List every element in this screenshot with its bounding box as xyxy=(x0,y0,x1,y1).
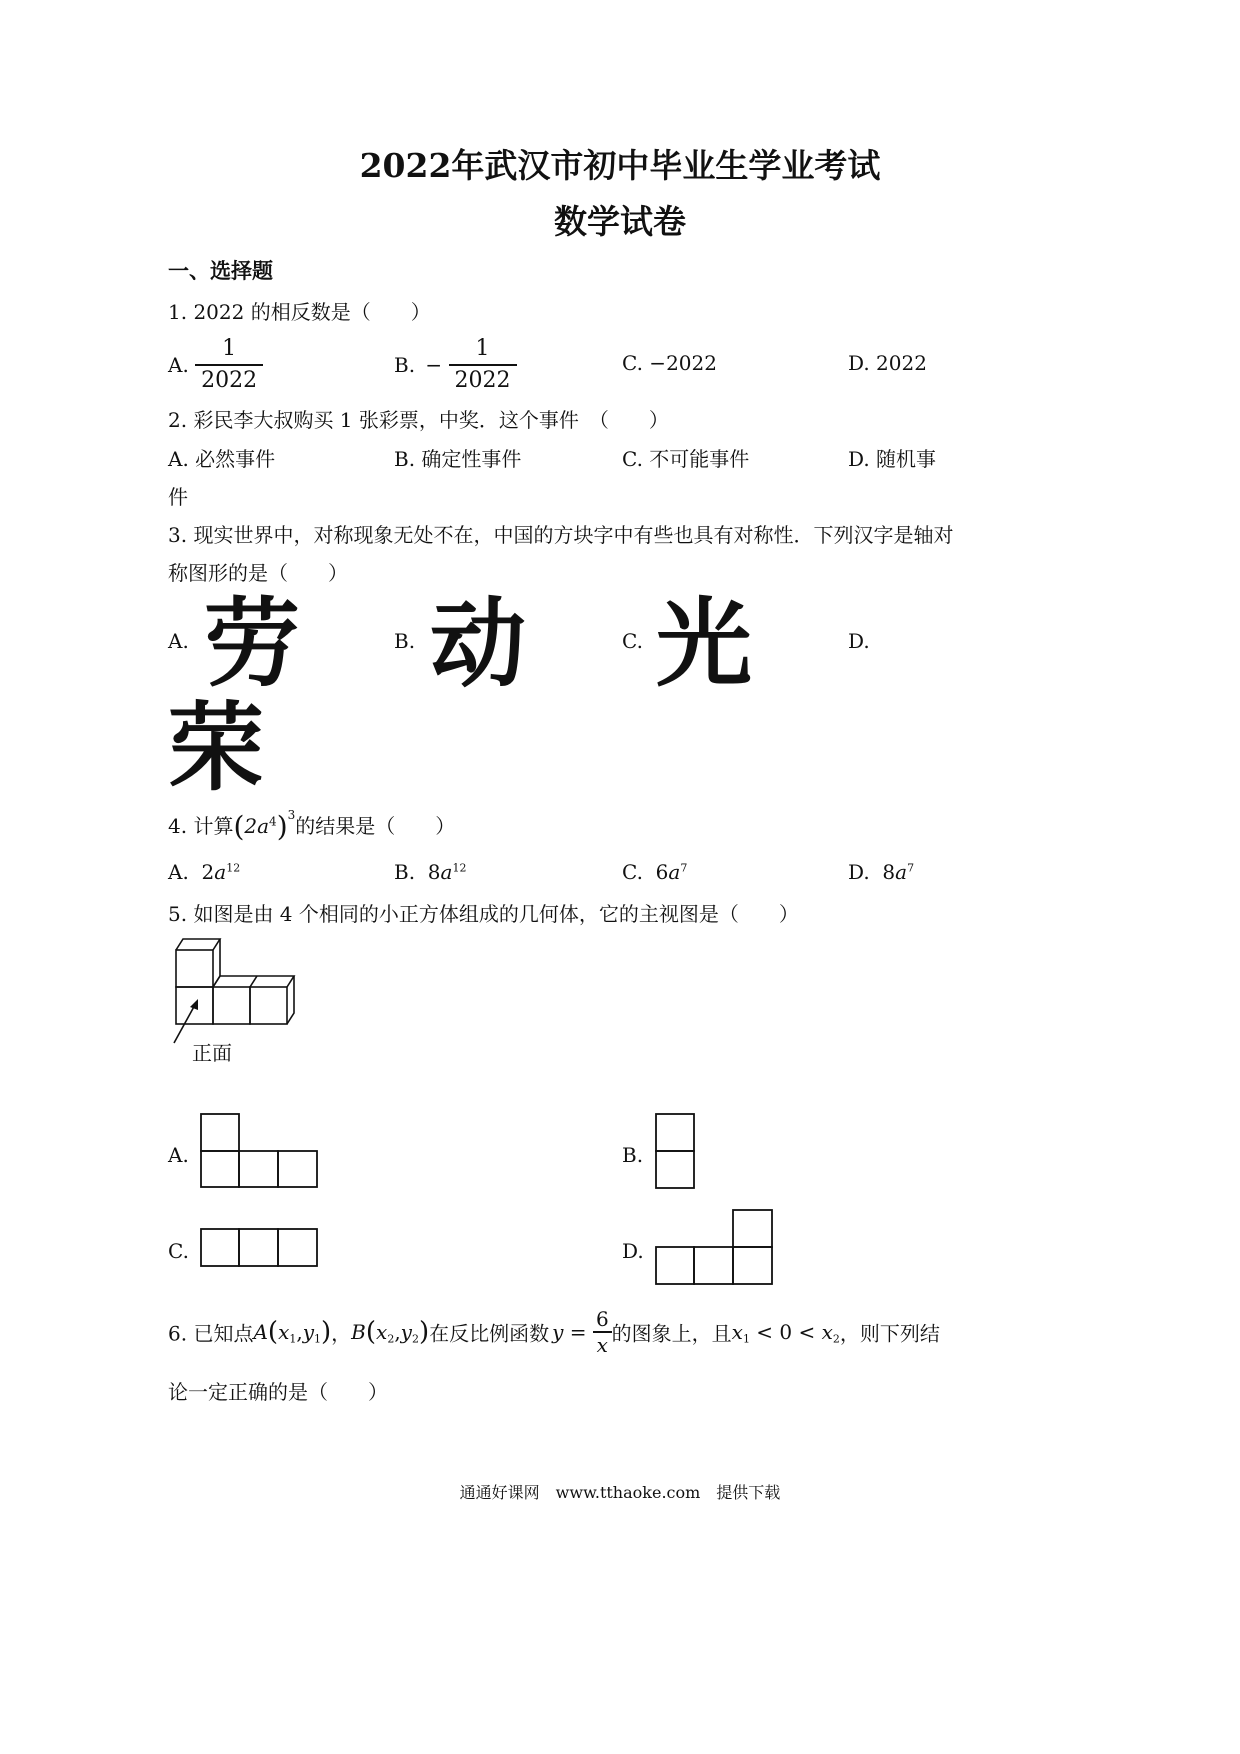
q5-option-a-figure xyxy=(200,1113,320,1189)
q4-c-coefficient: 6 xyxy=(655,860,669,884)
q5-front-label: 正面 xyxy=(192,1041,232,1065)
q6-stem-prefix: 6. 已知点 xyxy=(168,1321,254,1346)
q4-a-exponent: 12 xyxy=(226,861,241,875)
q2-stem: 2. 彩民李大叔购买 1 张彩票，中奖．这个事件 （ ） xyxy=(168,408,669,432)
q5-option-b-figure xyxy=(655,1113,697,1191)
q1-a-fraction xyxy=(195,336,263,394)
exam-subtitle: 数学试卷 xyxy=(554,202,686,241)
q3-c-character: 光 xyxy=(656,588,752,700)
q3-d-label: D. xyxy=(848,629,870,653)
q4-c-variable: a xyxy=(668,860,681,884)
q4-d-label: D. xyxy=(848,860,870,884)
q3-a-character: 劳 xyxy=(204,588,300,700)
q1-option-a xyxy=(168,336,263,394)
q5-b-label: B. xyxy=(622,1143,644,1167)
q6-cond-prefix: 的图象上，且 xyxy=(611,1321,732,1346)
q3-b-label: B. xyxy=(394,629,416,653)
q6-func-denominator: x xyxy=(596,1333,608,1357)
q5-cube-figure xyxy=(168,935,308,1065)
q4-stem: 4. 计算$(2a^4)^3$的结果是（ ） xyxy=(168,808,456,843)
exam-title: 2022年武汉市初中毕业生学业考试 xyxy=(359,146,881,185)
q4-a-coefficient: 2 xyxy=(201,860,215,884)
q4-c-label: C. xyxy=(622,860,643,884)
q6-func-numerator: 6 xyxy=(593,1308,612,1333)
q6-func-y: y xyxy=(552,1320,564,1344)
q4-a-label: A. xyxy=(168,860,189,884)
q4-b-label: B. xyxy=(394,860,416,884)
q4-option-c xyxy=(622,860,687,884)
q2-option-c: C. 不可能事件 xyxy=(622,447,750,471)
q2-option-d-continued: 件 xyxy=(168,485,188,509)
q6-point-a-name: A xyxy=(253,1320,268,1344)
q4-b-variable: a xyxy=(440,860,453,884)
q6-cond-suffix: ，则下列结 xyxy=(839,1321,940,1346)
q4-d-exponent: 7 xyxy=(907,861,915,875)
q4-d-variable: a xyxy=(895,860,908,884)
q4-stem-prefix: 4. 计算 xyxy=(168,814,234,838)
q1-b-denominator: 2022 xyxy=(454,368,511,393)
q5-stem: 5. 如图是由 4 个相同的小正方体组成的几何体，它的主视图是（ ） xyxy=(168,902,799,926)
q1-b-fraction xyxy=(449,336,517,394)
q1-a-label: A. xyxy=(168,353,189,377)
q5-a-label: A. xyxy=(168,1143,189,1167)
q3-stem-line2: 称图形的是（ ） xyxy=(168,561,348,585)
q1-stem: 1. 2022 的相反数是（ ） xyxy=(168,300,431,324)
q1-option-c: C. −2022 xyxy=(622,351,717,375)
q1-a-numerator: 1 xyxy=(195,336,263,366)
q5-d-label: D. xyxy=(622,1239,644,1263)
q5-option-d-figure xyxy=(655,1209,775,1287)
q1-b-numerator: 1 xyxy=(449,336,517,366)
q5-c-label: C. xyxy=(168,1239,189,1263)
q4-stem-suffix: 的结果是（ ） xyxy=(295,814,456,838)
q6-stem-line1: 6. 已知点$A(x_1,y_1)$，$B(x_2,y_2)$在反比例函数 y = $\frac{6}{x}$ 的图象上，且$x_1 < 0 < x_2$，则下列结 xyxy=(168,1307,940,1357)
q6-func-text: 在反比例函数 xyxy=(429,1321,550,1346)
q5-option-c-figure xyxy=(200,1228,320,1268)
q4-option-a xyxy=(168,860,240,884)
q4-expr-base: 2a xyxy=(244,814,270,838)
q1-option-b xyxy=(394,336,517,394)
q3-c-label: C. xyxy=(622,629,643,653)
q1-b-label: B. xyxy=(394,353,416,377)
page-footer: 通通好课网 www.tthaoke.com 提供下载 xyxy=(459,1483,781,1502)
q4-outer-exponent: 3 xyxy=(287,808,296,822)
q3-a-label: A. xyxy=(168,629,189,653)
q2-option-b: B. 确定性事件 xyxy=(394,447,522,471)
q1-option-d: D. 2022 xyxy=(848,351,927,375)
q2-option-a: A. 必然事件 xyxy=(168,447,276,471)
q3-b-character: 动 xyxy=(430,588,526,700)
q1-b-sign: − xyxy=(425,353,443,377)
q4-a-variable: a xyxy=(214,860,227,884)
q6-func-fraction xyxy=(593,1308,612,1356)
q6-point-b-name: B xyxy=(351,1320,366,1344)
q1-a-denominator: 2022 xyxy=(201,368,258,393)
q3-stem-line1: 3. 现实世界中，对称现象无处不在，中国的方块字中有些也具有对称性．下列汉字是轴对 xyxy=(168,523,954,547)
section-heading: 一、选择题 xyxy=(168,258,273,283)
q3-d-character: 荣 xyxy=(168,692,264,804)
q4-d-coefficient: 8 xyxy=(882,860,896,884)
q6-stem-line2: 论一定正确的是（ ） xyxy=(168,1380,388,1404)
q4-b-exponent: 12 xyxy=(452,861,467,875)
q4-option-b xyxy=(394,860,466,884)
q2-option-d: D. 随机事 xyxy=(848,447,937,471)
q4-b-coefficient: 8 xyxy=(427,860,441,884)
q4-c-exponent: 7 xyxy=(680,861,688,875)
q4-option-d xyxy=(848,860,914,884)
q4-inner-exponent: 4 xyxy=(269,814,277,829)
